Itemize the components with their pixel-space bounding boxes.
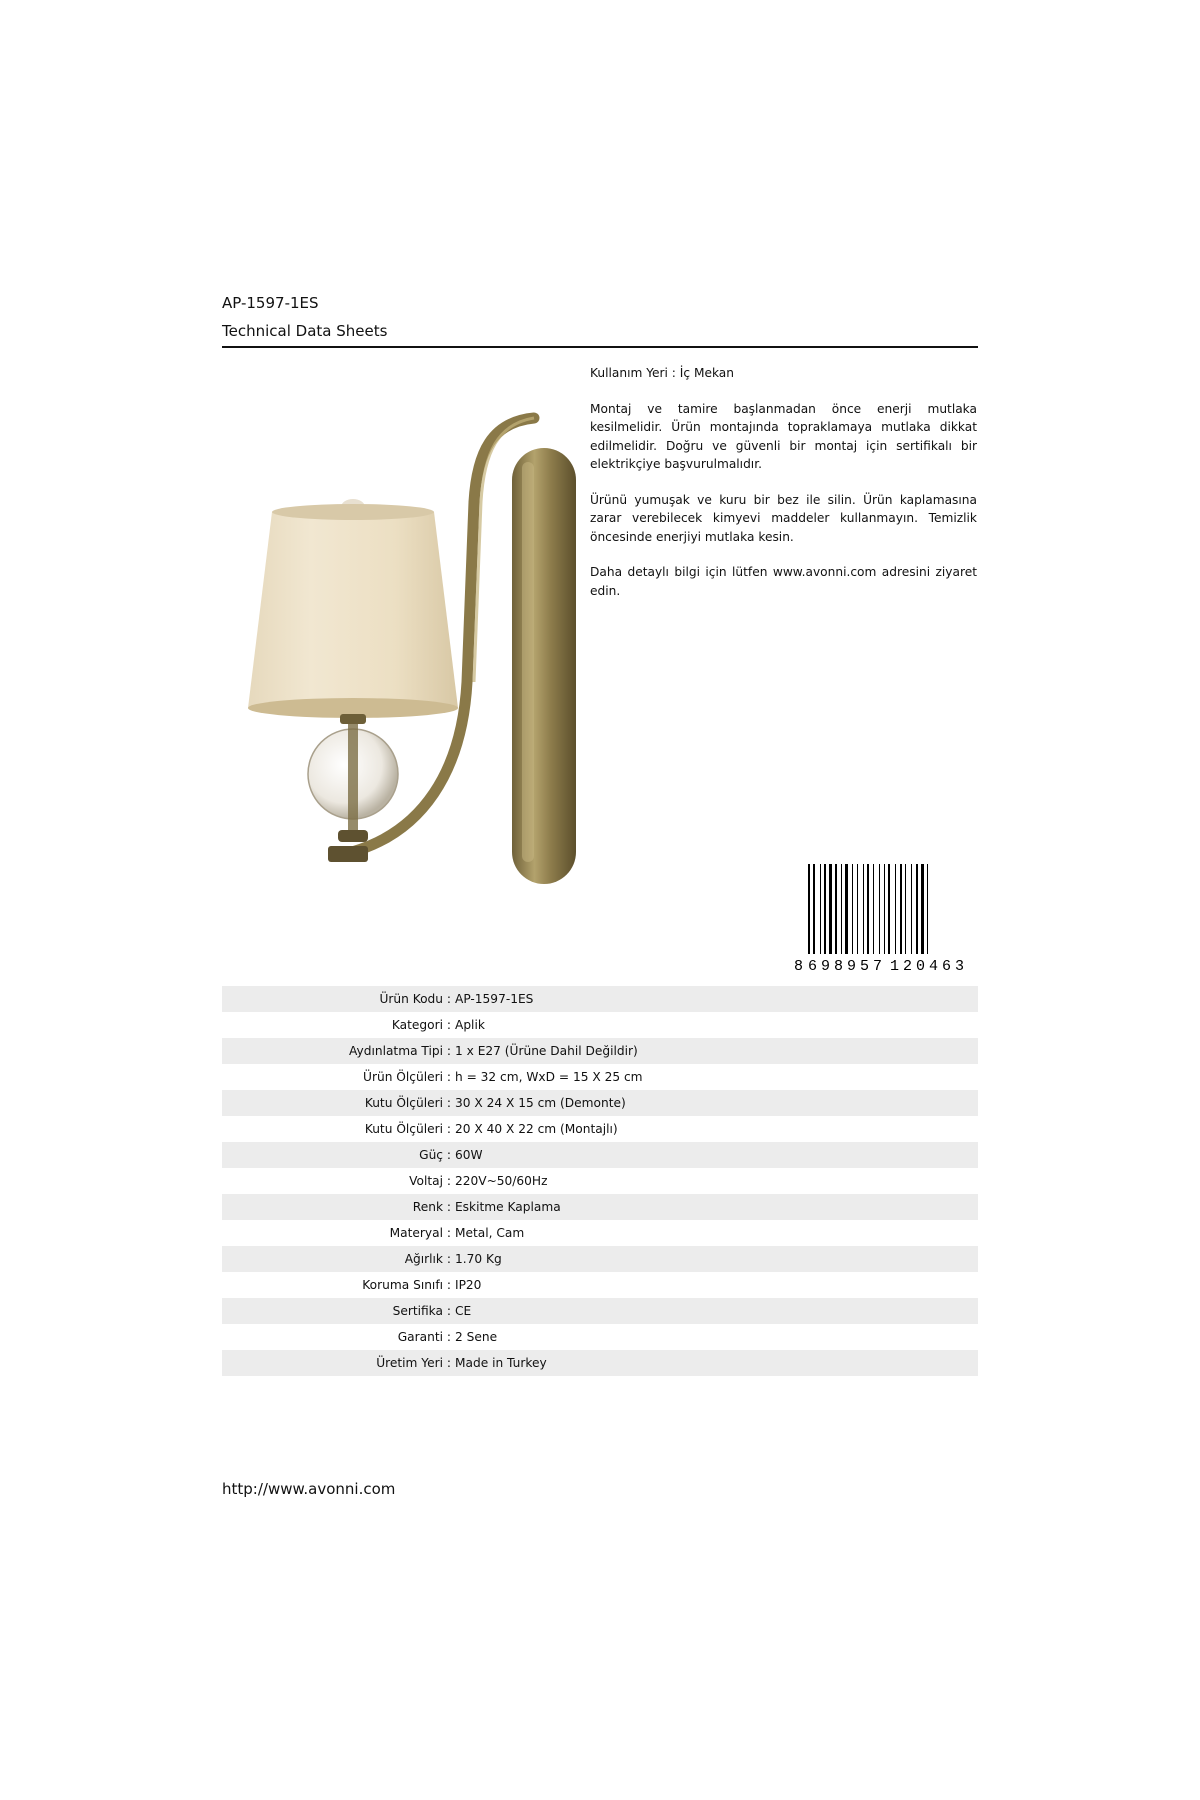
spec-separator: : [443,1174,451,1188]
spec-value: Aplik [454,1018,485,1032]
spec-value: Eskitme Kaplama [454,1200,561,1214]
spec-value: 220V~50/60Hz [454,1174,548,1188]
spec-value: 60W [454,1148,483,1162]
barcode-bar [841,864,842,954]
product-code-title: AP-1597-1ES [222,294,319,312]
barcode-bar [895,864,896,954]
barcode-bar [835,864,837,954]
spec-value: h = 32 cm, WxD = 15 X 25 cm [454,1070,643,1084]
barcode-bar [829,864,832,954]
spec-row [222,1142,978,1168]
spec-label: Materyal [389,1226,443,1240]
barcode-bar [824,864,826,954]
product-photo [222,352,582,922]
barcode-bar [808,864,810,954]
spec-label: Kutu Ölçüleri [364,1122,443,1136]
spec-separator: : [443,1096,451,1110]
installation-warning: Montaj ve tamire başlanmadan önce enerji mutlaka kesilmelidir. Ürün montajında topraklamaya mutlaka dikkat edilmelidir. Doğru ve güvenli bir montaj için sertifikalı bir elektrikçiye başvurulmalıdır. [590,401,977,471]
barcode-bars [808,864,928,954]
barcode-bar [867,864,869,954]
spec-row [222,986,978,1012]
spec-separator: : [443,1304,451,1318]
barcode-bar [927,864,928,954]
description-section [590,364,977,617]
barcode-bar [911,864,912,954]
spec-row [222,1220,978,1246]
spec-value: 30 X 24 X 15 cm (Demonte) [454,1096,626,1110]
spec-row [222,1038,978,1064]
barcode-bar [845,864,848,954]
spec-separator: : [443,992,451,1006]
spec-row [222,1012,978,1038]
barcode-bar [888,864,890,954]
spec-separator: : [443,1044,451,1058]
website-link[interactable]: http://www.avonni.com [222,1480,396,1498]
spec-separator: : [443,1018,451,1032]
spec-value: 1 x E27 (Ürüne Dahil Değildir) [454,1044,638,1058]
spec-label: Ağırlık [404,1252,443,1266]
barcode-bar [905,864,906,954]
spec-row [222,1298,978,1324]
spec-separator: : [443,1148,451,1162]
usage-location: Kullanım Yeri : İç Mekan [590,366,734,380]
spec-row [222,1064,978,1090]
spec-label: Kategori [391,1018,443,1032]
barcode-bar [863,864,864,954]
cleaning-instructions: Ürünü yumuşak ve kuru bir bez ile silin. Ürün kaplamasına zarar verebilecek kimyevi maddeler kullanmayın. Temizlik öncesinde enerjiyi mutlaka kesin. [590,492,977,544]
spec-row [222,1194,978,1220]
barcode-bar [900,864,902,954]
barcode-bar [852,864,853,954]
spec-value: Metal, Cam [454,1226,525,1240]
barcode-bar [857,864,858,954]
spec-value: IP20 [454,1278,482,1292]
spec-row [222,1090,978,1116]
spec-value: AP-1597-1ES [454,992,534,1006]
spec-label: Koruma Sınıfı [362,1278,443,1292]
spec-value: 1.70 Kg [454,1252,502,1266]
spec-value: 2 Sene [454,1330,498,1344]
spec-label: Üretim Yeri [376,1356,443,1370]
header-divider [222,346,978,348]
spec-row [222,1272,978,1298]
spec-row [222,1246,978,1272]
spec-label: Ürün Kodu [379,992,443,1006]
spec-label: Renk [412,1200,443,1214]
spec-separator: : [443,1252,451,1266]
spec-separator: : [443,1278,451,1292]
spec-label: Güç [419,1148,443,1162]
spec-value: Made in Turkey [454,1356,547,1370]
spec-row [222,1168,978,1194]
spec-label: Sertifika [392,1304,443,1318]
specifications-table [222,986,978,1376]
spec-separator: : [443,1122,451,1136]
spec-label: Kutu Ölçüleri [364,1096,443,1110]
spec-separator: : [443,1200,451,1214]
spec-label: Garanti [397,1330,443,1344]
barcode-bar [916,864,918,954]
spec-label: Aydınlatma Tipi [349,1044,443,1058]
spec-value: 20 X 40 X 22 cm (Montajlı) [454,1122,618,1136]
barcode-bar [813,864,815,954]
barcode-bar [879,864,880,954]
spec-separator: : [443,1356,451,1370]
spec-row [222,1324,978,1350]
document-subtitle: Technical Data Sheets [222,322,388,340]
barcode-right-group: 120463 [890,958,964,972]
barcode-bar [921,864,924,954]
spec-separator: : [443,1226,451,1240]
spec-row [222,1350,978,1376]
barcode-first-digit: 8 [794,958,804,972]
barcode-left-group: 698957 [808,958,882,972]
spec-separator: : [443,1330,451,1344]
spec-label: Ürün Ölçüleri [363,1070,443,1084]
spec-label: Voltaj [409,1174,443,1188]
spec-separator: : [443,1070,451,1084]
barcode-bar [820,864,821,954]
barcode [794,864,974,972]
spec-value: CE [454,1304,472,1318]
barcode-bar [884,864,885,954]
more-info-note: Daha detaylı bilgi için lütfen www.avonni.com adresini ziyaret edin. [590,565,977,598]
barcode-bar [873,864,874,954]
spec-row [222,1116,978,1142]
